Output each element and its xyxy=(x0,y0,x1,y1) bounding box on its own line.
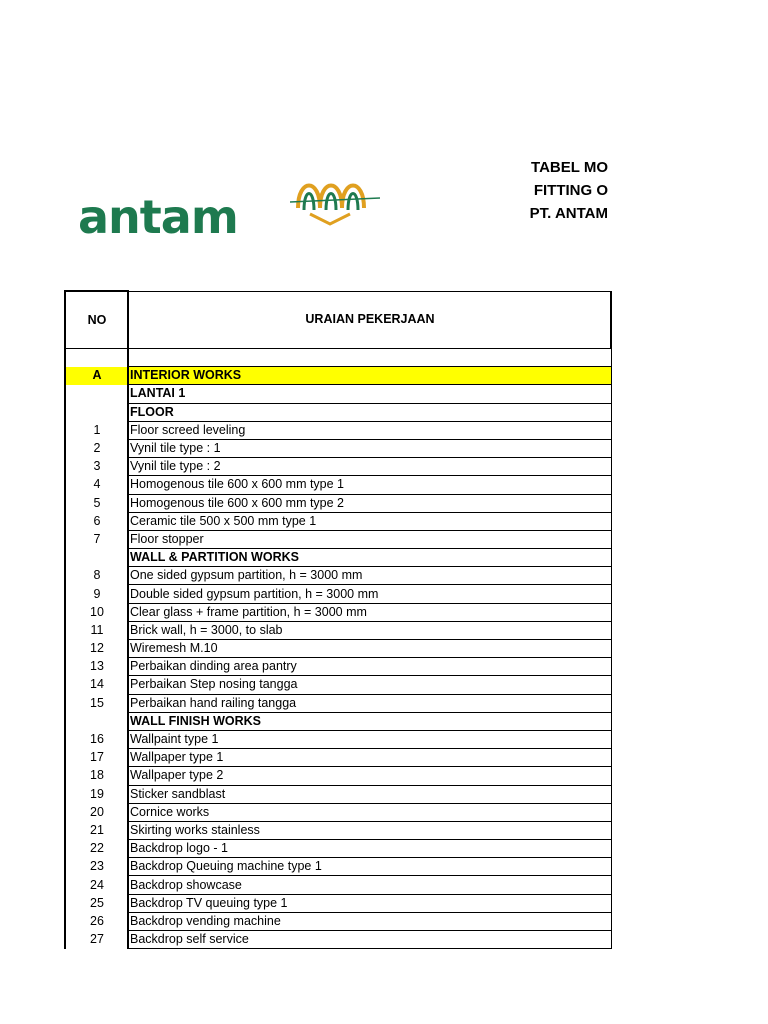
row-number: 23 xyxy=(65,858,128,876)
row-number: 8 xyxy=(65,567,128,585)
row-number xyxy=(65,712,128,730)
row-description: Backdrop vending machine xyxy=(128,912,611,930)
table-row xyxy=(65,621,611,639)
row-number: 11 xyxy=(65,621,128,639)
row-description: INTERIOR WORKS xyxy=(128,367,611,385)
row-description: Ceramic tile 500 x 500 mm type 1 xyxy=(128,512,611,530)
table-row xyxy=(65,640,611,658)
row-number: 3 xyxy=(65,458,128,476)
table-row xyxy=(65,840,611,858)
row-number: 27 xyxy=(65,931,128,949)
header-no: NO xyxy=(65,291,128,349)
table-header-row xyxy=(65,291,611,349)
row-description: Wallpaint type 1 xyxy=(128,730,611,748)
row-number: 1 xyxy=(65,421,128,439)
row-description: Homogenous tile 600 x 600 mm type 2 xyxy=(128,494,611,512)
row-description: One sided gypsum partition, h = 3000 mm xyxy=(128,567,611,585)
row-description: Double sided gypsum partition, h = 3000 mm xyxy=(128,585,611,603)
row-number: 18 xyxy=(65,767,128,785)
table-row xyxy=(65,767,611,785)
row-description: Backdrop TV queuing type 1 xyxy=(128,894,611,912)
row-number: 10 xyxy=(65,603,128,621)
row-number: 16 xyxy=(65,730,128,748)
row-description: Backdrop Queuing machine type 1 xyxy=(128,858,611,876)
work-items-table xyxy=(64,290,610,949)
table-row xyxy=(65,567,611,585)
row-number xyxy=(65,385,128,403)
row-number xyxy=(65,403,128,421)
row-description: WALL & PARTITION WORKS xyxy=(128,549,611,567)
row-number: 26 xyxy=(65,912,128,930)
table-row xyxy=(65,439,611,457)
table-row xyxy=(65,403,611,421)
table-row xyxy=(65,821,611,839)
row-description: LANTAI 1 xyxy=(128,385,611,403)
table-row xyxy=(65,549,611,567)
table-row xyxy=(65,367,611,385)
document-title-line-3: PT. ANTAM xyxy=(529,205,608,222)
row-description: Floor stopper xyxy=(128,530,611,548)
row-description: Perbaikan hand railing tangga xyxy=(128,694,611,712)
row-number: 15 xyxy=(65,694,128,712)
table-row xyxy=(65,676,611,694)
table-row xyxy=(65,803,611,821)
table-row xyxy=(65,730,611,748)
row-number: 14 xyxy=(65,676,128,694)
row-number: 20 xyxy=(65,803,128,821)
row-number xyxy=(65,349,128,367)
row-description: Wallpaper type 1 xyxy=(128,749,611,767)
row-number: 4 xyxy=(65,476,128,494)
table-row xyxy=(65,931,611,949)
row-number: 5 xyxy=(65,494,128,512)
row-number: 22 xyxy=(65,840,128,858)
table-row xyxy=(65,494,611,512)
table-row xyxy=(65,658,611,676)
row-number: 6 xyxy=(65,512,128,530)
table-row xyxy=(65,385,611,403)
table-row xyxy=(65,458,611,476)
row-description: Homogenous tile 600 x 600 mm type 1 xyxy=(128,476,611,494)
table-row xyxy=(65,585,611,603)
row-description xyxy=(128,349,611,367)
row-number: 21 xyxy=(65,821,128,839)
row-number: A xyxy=(65,367,128,385)
row-number: 7 xyxy=(65,530,128,548)
row-description: Vynil tile type : 1 xyxy=(128,439,611,457)
row-number: 13 xyxy=(65,658,128,676)
table-row xyxy=(65,858,611,876)
row-number: 12 xyxy=(65,640,128,658)
row-number: 9 xyxy=(65,585,128,603)
document-title-line-2: FITTING O xyxy=(533,182,608,199)
table-row xyxy=(65,785,611,803)
row-description: Wiremesh M.10 xyxy=(128,640,611,658)
row-number: 17 xyxy=(65,749,128,767)
row-number: 25 xyxy=(65,894,128,912)
table-row xyxy=(65,512,611,530)
table-row xyxy=(65,603,611,621)
document-title-line-1: TABEL MO xyxy=(531,159,608,176)
row-description: Cornice works xyxy=(128,803,611,821)
row-description: Backdrop self service xyxy=(128,931,611,949)
row-description: Clear glass + frame partition, h = 3000 mm xyxy=(128,603,611,621)
row-description: Perbaikan dinding area pantry xyxy=(128,658,611,676)
logo-wordmark: antam xyxy=(78,190,238,244)
row-description: Floor screed leveling xyxy=(128,421,611,439)
row-description: Wallpaper type 2 xyxy=(128,767,611,785)
table-row xyxy=(65,749,611,767)
row-number: 24 xyxy=(65,876,128,894)
row-description: Brick wall, h = 3000, to slab xyxy=(128,621,611,639)
row-description: Skirting works stainless xyxy=(128,821,611,839)
row-number xyxy=(65,549,128,567)
table-row xyxy=(65,876,611,894)
table-row xyxy=(65,894,611,912)
row-description: WALL FINISH WORKS xyxy=(128,712,611,730)
row-description: Backdrop showcase xyxy=(128,876,611,894)
table-row xyxy=(65,476,611,494)
row-description: Perbaikan Step nosing tangga xyxy=(128,676,611,694)
table-row xyxy=(65,912,611,930)
antam-logo xyxy=(78,168,378,244)
table-row xyxy=(65,694,611,712)
row-number: 2 xyxy=(65,439,128,457)
row-description: Backdrop logo - 1 xyxy=(128,840,611,858)
table-row xyxy=(65,421,611,439)
table-row xyxy=(65,712,611,730)
row-description: FLOOR xyxy=(128,403,611,421)
table-row xyxy=(65,530,611,548)
row-description: Vynil tile type : 2 xyxy=(128,458,611,476)
table-row xyxy=(65,349,611,367)
row-description: Sticker sandblast xyxy=(128,785,611,803)
header-uraian-pekerjaan: URAIAN PEKERJAAN xyxy=(128,291,611,349)
row-number: 19 xyxy=(65,785,128,803)
